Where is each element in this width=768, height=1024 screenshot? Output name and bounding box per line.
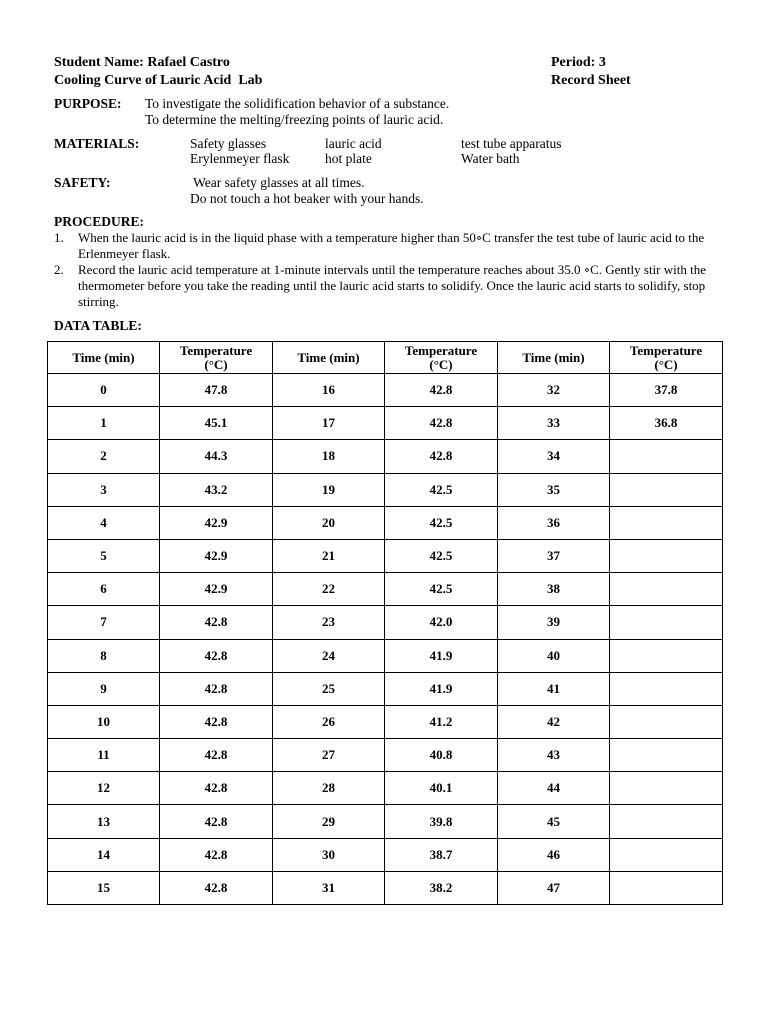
lab-title: Cooling Curve of Lauric Acid Lab — [54, 73, 263, 88]
procedure-step — [54, 262, 714, 310]
temperature-cell: 36.8 — [610, 407, 723, 440]
time-cell: 14 — [48, 838, 160, 871]
temperature-cell — [610, 473, 723, 506]
safety-label: SAFETY: — [54, 175, 111, 190]
time-cell: 28 — [273, 772, 385, 805]
step-number: 1. — [54, 230, 64, 245]
material-item: test tube apparatus — [461, 136, 562, 151]
temperature-cell: 42.8 — [160, 739, 273, 772]
temperature-cell: 40.1 — [385, 772, 498, 805]
time-cell: 36 — [498, 506, 610, 539]
table-row — [48, 374, 723, 407]
student-name: Student Name: Rafael Castro — [54, 55, 230, 70]
step-text: Record the lauric acid temperature at 1-minute intervals until the temperature reaches about 35.0 ∘C. Gently stir with the thermometer before you take the reading until the lauric acid starts to solidify. Once the lauric acid starts to solidify, stop stirring. — [78, 262, 706, 309]
time-cell: 32 — [498, 374, 610, 407]
time-cell: 11 — [48, 739, 160, 772]
temperature-cell: 42.5 — [385, 539, 498, 572]
table-row — [48, 440, 723, 473]
record-sheet-label: Record Sheet — [551, 73, 631, 88]
time-cell: 34 — [498, 440, 610, 473]
material-item: Water bath — [461, 151, 520, 166]
temperature-cell — [610, 506, 723, 539]
temperature-cell: 39.8 — [385, 805, 498, 838]
time-cell: 38 — [498, 573, 610, 606]
column-header: Temperature (°C) — [385, 342, 498, 374]
time-cell: 47 — [498, 871, 610, 904]
temperature-cell: 42.9 — [160, 506, 273, 539]
time-cell: 42 — [498, 705, 610, 738]
time-cell: 1 — [48, 407, 160, 440]
time-cell: 44 — [498, 772, 610, 805]
step-number: 2. — [54, 262, 64, 277]
material-item: Safety glasses — [190, 136, 267, 151]
table-row — [48, 672, 723, 705]
column-header: Time (min) — [498, 342, 610, 374]
time-cell: 25 — [273, 672, 385, 705]
step-text: When the lauric acid is in the liquid phase with a temperature higher than 50∘C transfer the test tube of lauric acid to the Erlenmeyer flask. — [78, 230, 705, 261]
temperature-cell — [610, 805, 723, 838]
time-cell: 37 — [498, 539, 610, 572]
time-cell: 16 — [273, 374, 385, 407]
table-row — [48, 871, 723, 904]
time-cell: 24 — [273, 639, 385, 672]
time-cell: 43 — [498, 739, 610, 772]
time-cell: 6 — [48, 573, 160, 606]
temperature-cell: 42.9 — [160, 573, 273, 606]
time-cell: 15 — [48, 871, 160, 904]
temperature-cell: 42.8 — [160, 838, 273, 871]
material-item: Erylenmeyer flask — [190, 151, 290, 166]
time-cell: 27 — [273, 739, 385, 772]
material-item: lauric acid — [325, 136, 382, 151]
time-cell: 10 — [48, 705, 160, 738]
time-cell: 13 — [48, 805, 160, 838]
temperature-cell: 42.8 — [160, 805, 273, 838]
table-row — [48, 606, 723, 639]
time-cell: 21 — [273, 539, 385, 572]
material-item: hot plate — [325, 151, 372, 166]
time-cell: 30 — [273, 838, 385, 871]
time-cell: 4 — [48, 506, 160, 539]
table-row — [48, 772, 723, 805]
time-cell: 0 — [48, 374, 160, 407]
table-row — [48, 539, 723, 572]
time-cell: 23 — [273, 606, 385, 639]
temperature-cell — [610, 606, 723, 639]
time-cell: 18 — [273, 440, 385, 473]
temperature-cell — [610, 739, 723, 772]
temperature-cell: 42.8 — [385, 374, 498, 407]
temperature-cell: 42.8 — [160, 639, 273, 672]
time-cell: 17 — [273, 407, 385, 440]
time-cell: 8 — [48, 639, 160, 672]
purpose-line: To investigate the solidification behavior of a substance. — [145, 96, 450, 111]
time-cell: 33 — [498, 407, 610, 440]
safety-line: Wear safety glasses at all times. — [190, 175, 365, 190]
table-row — [48, 705, 723, 738]
time-cell: 9 — [48, 672, 160, 705]
purpose-label: PURPOSE: — [54, 96, 122, 111]
temperature-cell: 42.8 — [385, 440, 498, 473]
safety-line: Do not touch a hot beaker with your hands. — [190, 191, 424, 206]
temperature-cell: 43.2 — [160, 473, 273, 506]
temperature-cell: 45.1 — [160, 407, 273, 440]
time-cell: 45 — [498, 805, 610, 838]
table-row — [48, 573, 723, 606]
time-cell: 31 — [273, 871, 385, 904]
table-row — [48, 473, 723, 506]
table-row — [48, 739, 723, 772]
time-cell: 12 — [48, 772, 160, 805]
time-cell: 35 — [498, 473, 610, 506]
temperature-cell — [610, 573, 723, 606]
temperature-cell — [610, 871, 723, 904]
temperature-cell: 44.3 — [160, 440, 273, 473]
time-cell: 20 — [273, 506, 385, 539]
time-cell: 19 — [273, 473, 385, 506]
column-header: Temperature (°C) — [610, 342, 723, 374]
table-row — [48, 506, 723, 539]
temperature-cell — [610, 440, 723, 473]
time-cell: 26 — [273, 705, 385, 738]
time-cell: 46 — [498, 838, 610, 871]
column-header: Temperature (°C) — [160, 342, 273, 374]
table-row — [48, 805, 723, 838]
time-cell: 40 — [498, 639, 610, 672]
materials-label: MATERIALS: — [54, 136, 140, 151]
temperature-cell: 40.8 — [385, 739, 498, 772]
temperature-cell: 38.7 — [385, 838, 498, 871]
temperature-cell: 42.9 — [160, 539, 273, 572]
temperature-cell — [610, 838, 723, 871]
temperature-cell: 42.0 — [385, 606, 498, 639]
temperature-cell: 37.8 — [610, 374, 723, 407]
temperature-cell — [610, 539, 723, 572]
temperature-cell: 42.5 — [385, 506, 498, 539]
temperature-cell — [610, 639, 723, 672]
procedure-list — [54, 230, 714, 310]
time-cell: 41 — [498, 672, 610, 705]
temperature-cell: 41.2 — [385, 705, 498, 738]
temperature-cell: 41.9 — [385, 639, 498, 672]
time-cell: 7 — [48, 606, 160, 639]
table-row — [48, 639, 723, 672]
time-cell: 39 — [498, 606, 610, 639]
temperature-cell: 42.8 — [160, 772, 273, 805]
period: Period: 3 — [551, 55, 606, 70]
procedure-label: PROCEDURE: — [54, 214, 144, 229]
temperature-cell — [610, 672, 723, 705]
time-cell: 5 — [48, 539, 160, 572]
time-cell: 29 — [273, 805, 385, 838]
temperature-cell: 42.8 — [160, 672, 273, 705]
table-row — [48, 838, 723, 871]
temperature-cell: 42.8 — [160, 606, 273, 639]
table-header-row — [48, 342, 723, 374]
data-table — [47, 341, 723, 905]
temperature-cell: 42.8 — [160, 871, 273, 904]
temperature-cell — [610, 772, 723, 805]
temperature-cell: 38.2 — [385, 871, 498, 904]
temperature-cell: 42.5 — [385, 573, 498, 606]
procedure-step — [54, 230, 714, 262]
temperature-cell: 42.8 — [385, 407, 498, 440]
data-table-label: DATA TABLE: — [54, 318, 142, 333]
temperature-cell: 41.9 — [385, 672, 498, 705]
column-header: Time (min) — [273, 342, 385, 374]
purpose-line: To determine the melting/freezing points of lauric acid. — [145, 112, 444, 127]
temperature-cell — [610, 705, 723, 738]
time-cell: 22 — [273, 573, 385, 606]
column-header: Time (min) — [48, 342, 160, 374]
temperature-cell: 47.8 — [160, 374, 273, 407]
temperature-cell: 42.8 — [160, 705, 273, 738]
table-row — [48, 407, 723, 440]
table-body — [48, 374, 723, 905]
time-cell: 3 — [48, 473, 160, 506]
time-cell: 2 — [48, 440, 160, 473]
temperature-cell: 42.5 — [385, 473, 498, 506]
